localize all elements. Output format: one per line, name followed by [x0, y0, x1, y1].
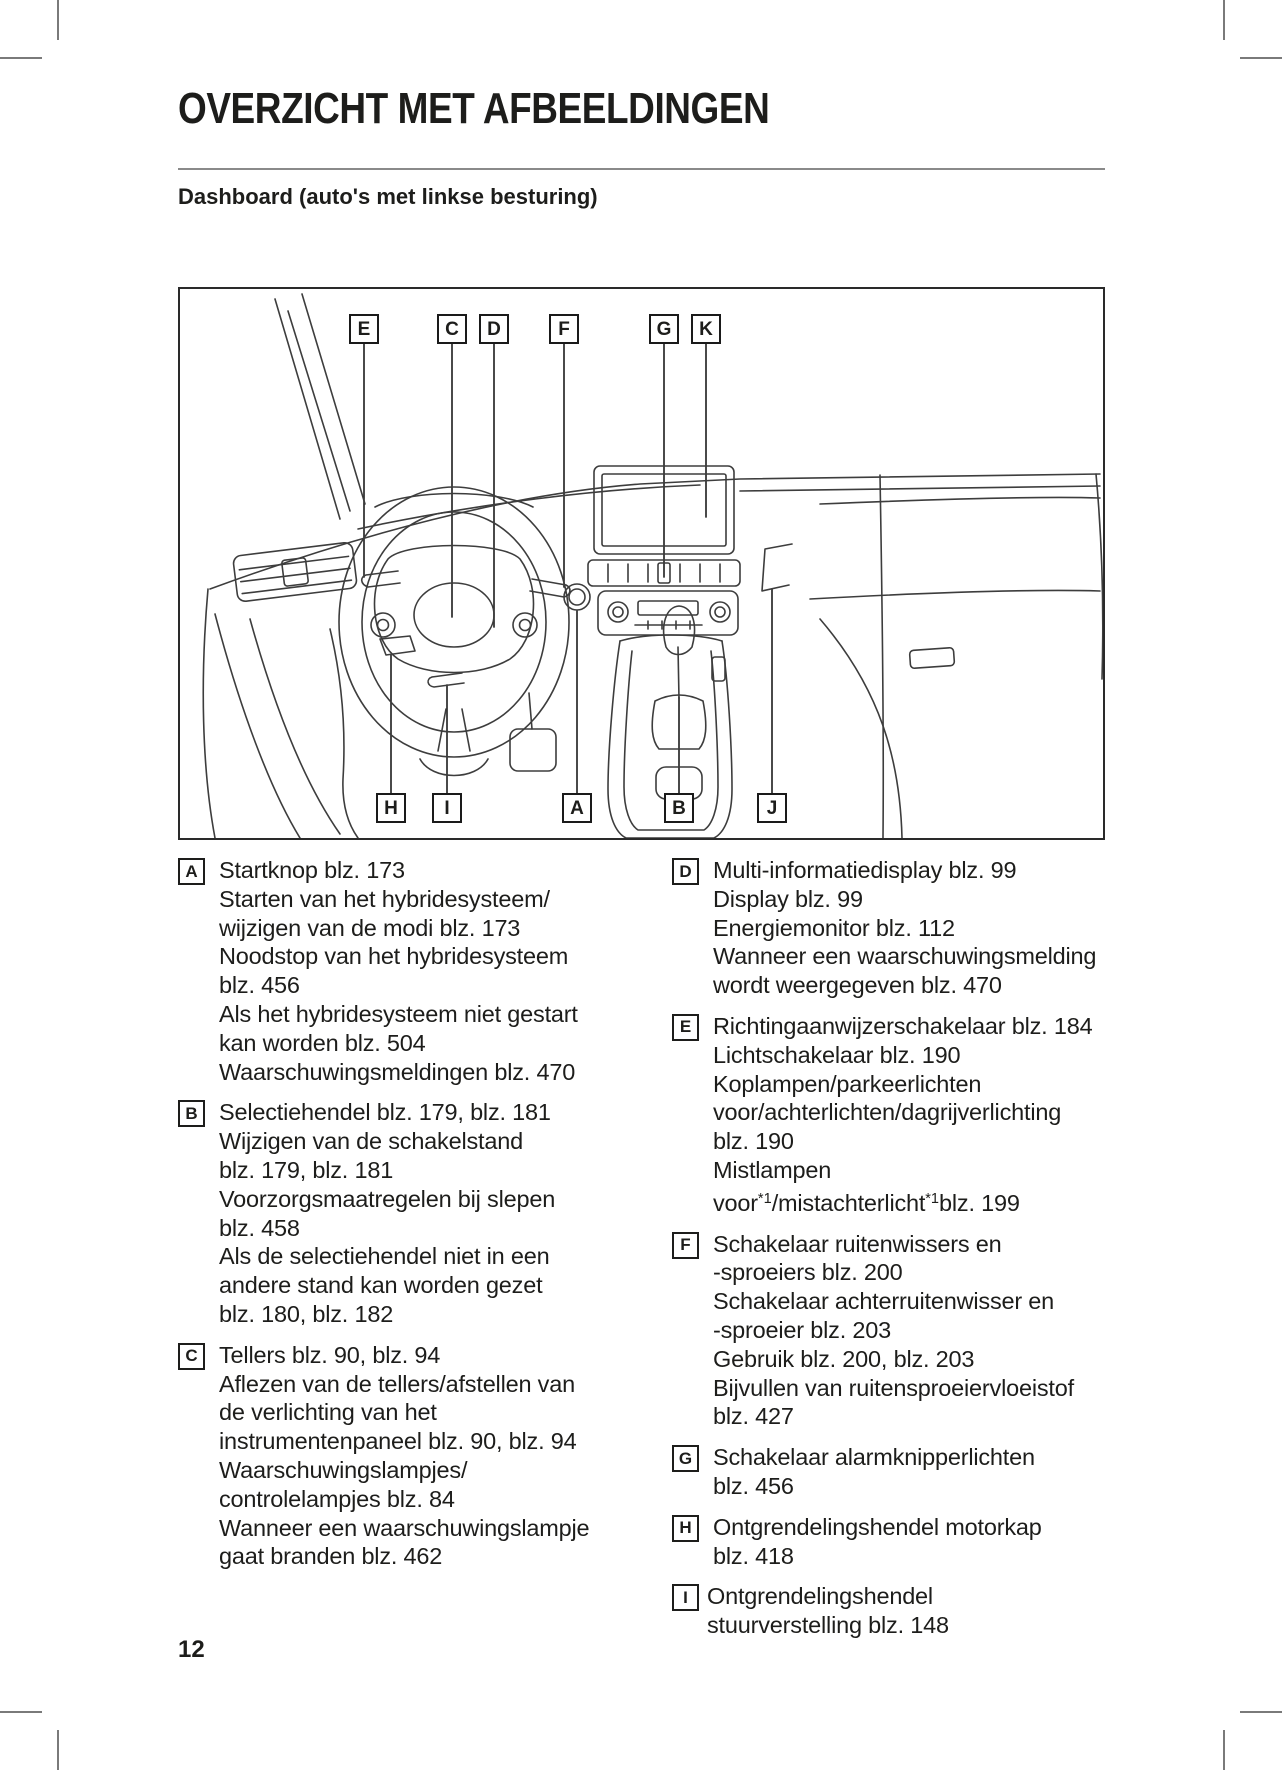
- legend-column-right: [672, 856, 1132, 1652]
- item-letter-a: A: [178, 858, 205, 885]
- page-title: OVERZICHT MET AFBEELDINGEN: [178, 84, 770, 133]
- section-subtitle: Dashboard (auto's met linkse besturing): [178, 184, 598, 209]
- legend-item-b: [178, 1098, 618, 1328]
- callout-label-i: I: [432, 793, 462, 823]
- callout-label-d: D: [479, 314, 509, 344]
- legend-item-i: [672, 1582, 1132, 1640]
- callout-label-j: J: [757, 793, 787, 823]
- callout-label-g: G: [649, 314, 679, 344]
- callout-label-a: A: [562, 793, 592, 823]
- callout-label-b: B: [664, 793, 694, 823]
- legend-item-g: [672, 1443, 1132, 1501]
- callout-label-f: F: [549, 314, 579, 344]
- page-number: 12: [178, 1636, 205, 1663]
- legend-item-d: [672, 856, 1132, 1000]
- crop-mark: [0, 57, 42, 59]
- title-divider: [178, 168, 1105, 170]
- callout-label-c: C: [437, 314, 467, 344]
- item-letter-c: C: [178, 1343, 205, 1370]
- legend-item-e: [672, 1012, 1132, 1218]
- crop-mark: [1223, 1730, 1225, 1770]
- item-text: Richtingaanwijzerschakelaar blz. 184 Lichtschakelaar blz. 190 Koplampen/parkeerlichten voor/achterlichten/dagrijverlichting blz. 190 Mistlampen voor$^{*1}$/mistachterlicht$^{*1}$blz. 199: [713, 1012, 1093, 1216]
- item-letter-g: G: [672, 1445, 699, 1472]
- item-text: Ontgrendelingshendel stuurverstelling blz. 148: [707, 1583, 949, 1639]
- crop-mark: [1240, 1711, 1282, 1713]
- dashboard-illustration: [180, 289, 1103, 838]
- item-text: Schakelaar ruitenwissers en -sproeiers blz. 200 Schakelaar achterruitenwisser en -sproeier blz. 203 Gebruik blz. 200, blz. 203 Bijvullen van ruitensproeiervloeistof blz. 427: [713, 1230, 1074, 1430]
- item-letter-i: I: [672, 1584, 699, 1611]
- legend-item-c: [178, 1341, 618, 1571]
- crop-mark: [1240, 57, 1282, 59]
- callout-label-k: K: [691, 314, 721, 344]
- item-text: Schakelaar alarmknipperlichten blz. 456: [713, 1444, 1035, 1499]
- item-text: Tellers blz. 90, blz. 94 Aflezen van de tellers/afstellen van de verlichting van het instrumentenpaneel blz. 90, blz. 94 Waarschuwingslampjes/ controlelampjes blz. 84 Wanneer een waarschuwingslampje gaat branden blz. 462: [219, 1341, 590, 1570]
- item-letter-f: F: [672, 1232, 699, 1259]
- crop-mark: [1223, 0, 1225, 40]
- crop-mark: [57, 0, 59, 40]
- item-letter-h: H: [672, 1515, 699, 1542]
- item-text: Ontgrendelingshendel motorkap blz. 418: [713, 1513, 1042, 1569]
- crop-mark: [57, 1730, 59, 1770]
- crop-mark: [0, 1711, 42, 1713]
- item-text: Multi-informatiedisplay blz. 99 Display blz. 99 Energiemonitor blz. 112 Wanneer een waarschuwingsmelding wordt weergegeven blz. 470: [713, 857, 1097, 999]
- dashboard-diagram: [178, 287, 1105, 840]
- callout-label-e: E: [349, 314, 379, 344]
- legend-item-a: [178, 856, 618, 1086]
- item-text: Selectiehendel blz. 179, blz. 181 Wijzigen van de schakelstand blz. 179, blz. 181 Voorzorgsmaatregelen bij slepen blz. 458 Als de selectiehendel niet in een andere stand kan worden gezet blz. 180, blz. 182: [219, 1099, 556, 1327]
- item-letter-e: E: [672, 1014, 699, 1041]
- legend-item-h: [672, 1513, 1132, 1571]
- legend-column-left: [178, 856, 618, 1583]
- callout-label-h: H: [376, 793, 406, 823]
- item-text: Startknop blz. 173 Starten van het hybridesysteem/ wijzigen van de modi blz. 173 Noodstop van het hybridesysteem blz. 456 Als het hybridesysteem niet gestart kan worden blz. 504 Waarschuwingsmeldingen blz. 470: [219, 857, 578, 1085]
- item-letter-d: D: [672, 858, 699, 885]
- item-letter-b: B: [178, 1100, 205, 1127]
- legend-item-f: [672, 1230, 1132, 1432]
